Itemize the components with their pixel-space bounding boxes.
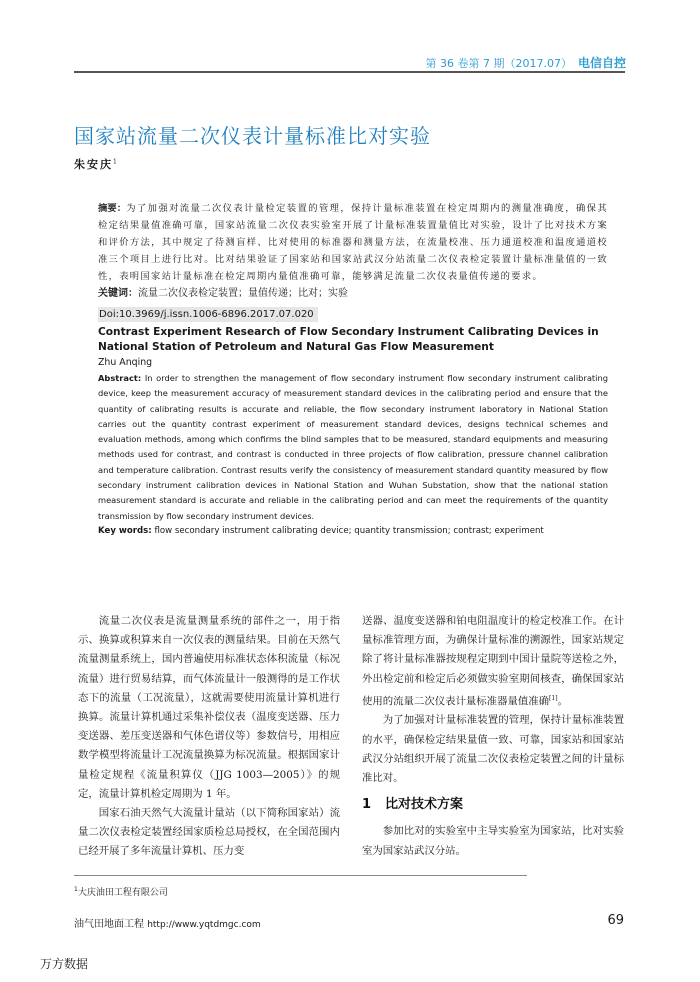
author [74, 156, 117, 172]
issue-info: 第 36 卷第 7 期（2017.07） [425, 57, 572, 70]
abstract-cn-text: 为了加强对流量二次仪表计量检定装置的管理，保持计量标准装置在检定周期内的测量准确度，确保其检定结果量值准确可靠，国家站流量二次仪表实验室开展了计量标准装置量值比对实验，设计了比对技术方案和评价方法，其中规定了待测盲样、比对使用的标准器和测量方法，在流量校准、压力通道校准和温度通道校准三个项目上进行比对。比对结果验证了国家站和国家站武汉分站流量二次仪表检定装置计量标准量值的一致性，表明国家站计量标准在检定周期内量值准确可靠，能够满足流量二次仪表量值传递的要求。 [98, 203, 608, 282]
footnote [74, 885, 168, 898]
body-paragraph: 流量二次仪表是流量测量系统的部件之一，用于指示、换算或积算来自一次仪表的测量结果。目前在天然气流量测量系统上，国内普遍使用标准状态体积流量（标况流量）进行贸易结算，而气体流量计一般测得的是工作状态下的流量（工况流量），这就需要使用流量计算机进行换算。流量计算机通过采集补偿仪表（温度变送器、压力变送器、差压变送器和气体色谱仪等）参数信号，用相应数学模型将流量计工况流量换算为标况流量。根据国家计量检定规程《流量积算仪（JJG 1003—2005）》的规定，流量计算机检定周期为 1 年。 [78, 615, 340, 800]
footnote-rule [74, 875, 527, 876]
body-text: 。 [557, 695, 568, 708]
body-paragraph [362, 612, 624, 711]
footnote-mark: 1 [74, 886, 78, 893]
footnote-text: 大庆油田工程有限公司 [77, 888, 168, 898]
page-number: 69 [607, 913, 624, 928]
citation-ref[interactable]: [1] [549, 694, 558, 702]
footer-url[interactable]: http://www.yqtdmgc.com [147, 920, 261, 930]
section-title: 比对技术方案 [385, 797, 464, 813]
body-paragraph: 为了加强对计量标准装置的管理，保持计量标准装置的水平，确保检定结果量值一致、可靠，国家站和国家站武汉分站组织开展了流量二次仪表检定装置之间的计量标准比对。 [362, 714, 624, 785]
header-rule [74, 71, 625, 73]
journal-name: 电信自控 [577, 56, 626, 70]
footer-journal-name: 油气田地面工程 [74, 919, 144, 930]
paper-title: 国家站流量二次仪表计量标准比对实验 [74, 124, 431, 148]
abstract-block [98, 200, 608, 539]
doi: Doi:10.3969/j.issn.1006-6896.2017.07.020 [98, 307, 318, 322]
abstract-en-text: In order to strengthen the management of flow secondary instrument flow secondary instrument calibrating device, keep the measurement accuracy of measurement standard devices in the calibrating period and ensure that the quantity of calibrating results is accurate and reliable, the flow secondary instrument laboratory in National Station carries out the quantity contrast experiment of measurement standard devices, designs technical schemes and evaluation methods, among which confirms the blind samples that to be measured, standard equipments and measuring methods used for contrast, and contrast is conducted in three projects of flow calibration, pressure channel calibration and temperature calibration. Contrast results verify the consistency of measurement standard quantity measured by flow secondary instrument calibration devices in National Station and Wuhan Substation, show that the national station measurement standard is accurate and reliable in the calibrating period and can meet the requirements of the quantity transmission by flow secondary instrument devices. [98, 373, 608, 521]
author-name: 朱安庆 [74, 158, 113, 171]
keywords-en [98, 524, 608, 539]
body-column-left [78, 612, 340, 862]
body-text: 送器、温度变送器和铂电阻温度计的检定校准工作。在计量标准管理方面，为确保计量标准的溯源性，国家站规定除了将计量标准器按规程定期到中国计量院等送检之外，外出检定前和检定后必须做实验室期间核查，确保国家站使用的流量二次仪表计量标准器量值准确 [362, 615, 624, 708]
keywords-en-label: Key words: [98, 525, 152, 536]
body-paragraph: 参加比对的实验室中主导实验室为国家站，比对实验室为国家站武汉分站。 [362, 825, 624, 857]
english-author: Zhu Anqing [98, 357, 153, 368]
abstract-cn [98, 200, 608, 285]
keywords-cn-text: 流量二次仪表检定装置；量值传递；比对；实验 [138, 288, 348, 299]
footer-journal [74, 915, 261, 930]
abstract-cn-label: 摘要： [98, 203, 127, 214]
body-column-right [362, 612, 624, 861]
keywords-en-text: flow secondary instrument calibrating device; quantity transmission; contrast; experiment [154, 525, 544, 536]
author-affiliation-mark: 1 [113, 158, 117, 166]
section-number: 1 [362, 797, 372, 813]
journal-header [426, 54, 627, 71]
abstract-en-label: Abstract: [98, 373, 142, 383]
english-title: Contrast Experiment Research of Flow Secondary Instrument Calibrating Devices in National Station of Petroleum and Natural Gas Flow Measurement [98, 326, 599, 353]
keywords-cn [98, 285, 608, 302]
abstract-en [98, 371, 608, 524]
section-heading [362, 796, 624, 814]
watermark: 万方数据 [40, 957, 89, 971]
keywords-cn-label: 关键词： [98, 288, 138, 299]
body-paragraph: 国家石油天然气大流量计量站（以下简称国家站）流量二次仪表检定装置经国家质检总局授权，在全国范围内已经开展了多年流量计算机、压力变 [78, 807, 340, 858]
